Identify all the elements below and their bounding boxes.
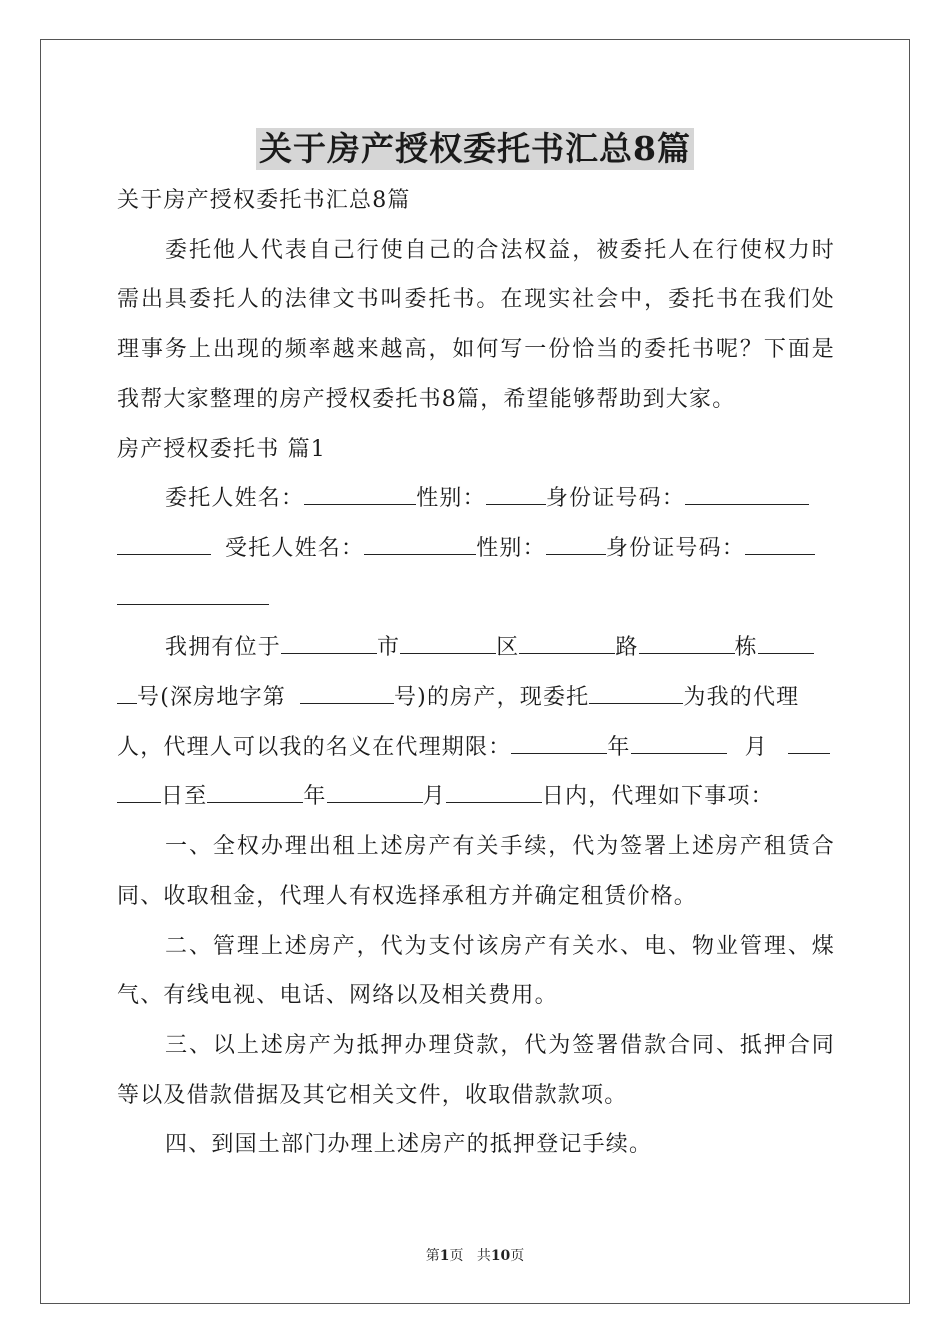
- gender-label: 性别：: [416, 486, 486, 512]
- id-number2-label: 身份证号码：: [605, 535, 746, 561]
- district-blank: [400, 633, 496, 654]
- page-number: 1: [439, 1248, 450, 1264]
- gender2-blank: [546, 534, 606, 555]
- total-pages: 10: [490, 1248, 511, 1264]
- start-month-blank: [631, 733, 727, 754]
- agent-name-blank: [364, 534, 476, 555]
- item-2-line-1: 二、管理上述房产，代为支付该房产有关水、电、物业管理、煤: [165, 933, 835, 959]
- form-line-1: [117, 474, 835, 524]
- id-number2-blank-cont: [117, 584, 269, 605]
- city-blank: [281, 633, 377, 654]
- start-day-blank: [788, 733, 830, 754]
- page-prefix: 第: [425, 1248, 440, 1264]
- end-day-blank: [446, 782, 542, 803]
- gender-blank: [486, 484, 546, 505]
- property-line-4: [117, 772, 835, 822]
- number-blank: [758, 633, 814, 654]
- id-number-blank-cont: [117, 534, 211, 555]
- total-prefix: 共: [476, 1248, 491, 1264]
- principal-name-blank: [304, 484, 416, 505]
- form-line-2: [117, 524, 835, 574]
- property-line-1: [117, 623, 835, 673]
- end-year-blank: [207, 782, 303, 803]
- intro-line-4: 我帮大家整理的房产授权委托书8篇，希望能够帮助到大家。: [117, 386, 736, 412]
- property-text-6: 号(深房地字第: [137, 685, 286, 711]
- gender2-label: 性别：: [476, 535, 546, 561]
- item-3-line-2: 等以及借款借据及其它相关文件，收取借款款项。: [117, 1082, 628, 1108]
- id-number-label: 身份证号码：: [545, 486, 686, 512]
- page-suffix: 页: [449, 1248, 464, 1264]
- end-month-blank: [327, 782, 423, 803]
- total-suffix: 页: [510, 1248, 525, 1264]
- document-subtitle: 关于房产授权委托书汇总8篇: [117, 188, 411, 213]
- property-text-13: 年: [303, 784, 327, 810]
- property-text-5: 栋: [734, 635, 758, 661]
- property-text-1: 我拥有位于: [165, 635, 282, 661]
- property-text-11: 月: [744, 734, 768, 760]
- page-footer: [0, 1245, 950, 1265]
- property-text-14: 月: [422, 784, 446, 810]
- intro-line-3: 理事务上出现的频率越来越高，如何写一份恰当的委托书呢？下面是: [117, 337, 835, 363]
- intro-line-2: 需出具委托人的法律文书叫委托书。在现实社会中，委托书在我们处: [117, 287, 835, 313]
- property-text-10: 年: [607, 734, 631, 760]
- item-1-line-1: 一、全权办理出租上述房产有关手续，代为签署上述房产租赁合: [165, 834, 835, 860]
- building-blank: [639, 633, 735, 654]
- document-body: [117, 176, 835, 1170]
- start-day-blank-cont: [117, 782, 161, 803]
- property-text-15: 日内，代理如下事项：: [541, 784, 774, 810]
- agent-name-label: 受托人姓名：: [225, 535, 365, 561]
- item-4-line-1: 四、到国土部门办理上述房产的抵押登记手续。: [165, 1132, 653, 1158]
- title-container: [0, 128, 950, 170]
- number-blank-cont: [117, 683, 137, 704]
- item-2-line-2: 气、有线电视、电话、网络以及相关费用。: [117, 983, 558, 1009]
- id-number2-blank: [745, 534, 815, 555]
- intro-line-1: 委托他人代表自己行使自己的合法权益，被委托人在行使权力时: [165, 237, 835, 263]
- item-3-line-1: 三、以上述房产为抵押办理贷款，代为签署借款合同、抵押合同: [165, 1032, 835, 1058]
- section-heading: 房产授权委托书 篇1: [117, 436, 326, 462]
- deed-number-blank: [300, 683, 394, 704]
- property-line-2: [117, 673, 835, 723]
- property-line-3: [117, 723, 835, 773]
- id-number-blank: [685, 484, 809, 505]
- form-line-3: [117, 574, 835, 624]
- property-text-4: 路: [615, 635, 639, 661]
- start-year-blank: [511, 733, 607, 754]
- property-text-8: 为我的代理: [683, 685, 800, 711]
- property-text-9: 人，代理人可以我的名义在代理期限：: [117, 734, 512, 760]
- property-text-12: 日至: [161, 784, 208, 810]
- road-blank: [519, 633, 615, 654]
- item-1-line-2: 同、收取租金，代理人有权选择承租方并确定租赁价格。: [117, 883, 698, 909]
- principal-name-label: 委托人姓名：: [165, 486, 305, 512]
- property-text-2: 市: [377, 635, 401, 661]
- agent-blank: [589, 683, 683, 704]
- document-title: 关于房产授权委托书汇总8篇: [256, 128, 694, 170]
- property-text-3: 区: [496, 635, 520, 661]
- property-text-7: 号)的房产，现委托: [393, 685, 590, 711]
